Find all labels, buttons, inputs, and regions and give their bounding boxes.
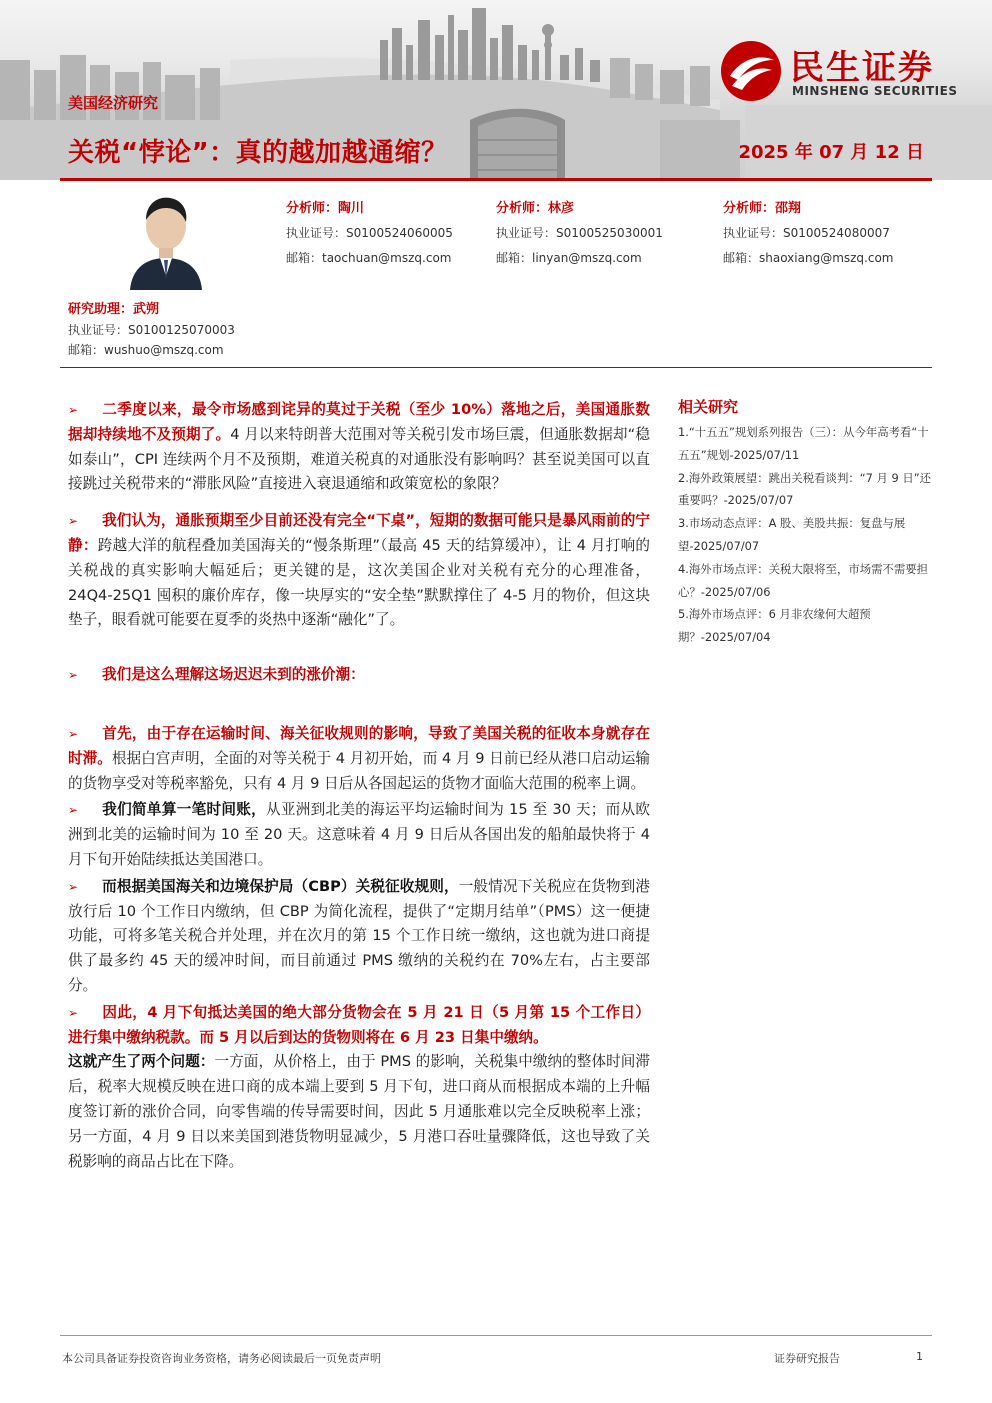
analyst-email[interactable]: 邮箱：shaoxiang@mszq.com [723,251,894,265]
related-research-item[interactable]: 1.“十五五”规划系列报告（三）：从今年高考看“十五五”规划-2025/07/11 [678,425,929,462]
footer-disclaimer: 本公司具备证券投资咨询业务资格，请务必阅读最后一页免责声明 [62,1352,381,1365]
analyst-photo [126,190,206,290]
related-research-item[interactable]: 5.海外市场点评：6 月非农缘何大超预期？-2025/07/04 [678,607,871,645]
footer-doc-type: 证券研究报告 [774,1352,840,1365]
analyst-cert: 执业证号：S0100525030001 [496,226,663,240]
paragraph-text: 从亚洲到北美的海运平均运输时间为 15 至 30 天；而从欧洲到北美的运输时间为 10 至 20 天。这意味着 4 月 9 日后从各国出发的船舶最快将于 4 月下旬开始陆续抵达美国港口。 [68,801,650,868]
related-research-item[interactable]: 3.市场动态点评：A 股、美股共振：复盘与展望-2025/07/07 [678,516,906,553]
logo-english-name: MINSHENG SECURITIES [792,84,958,98]
footer-divider [60,1335,932,1336]
bullet-arrow-icon: ➢ [68,803,79,818]
main-content [68,398,650,1174]
analyst-block-3 [723,196,894,271]
logo-chinese-name: 民生证券 [790,48,934,88]
company-logo [720,40,970,102]
paragraph-lead: 因此，4 月下旬抵达美国的绝大部分货物会在 5 月 21 日（5 月第 15 个工作日）进行集中缴纳税款。而 5 月以后到达的货物则将在 6 月 23 日集中缴纳。 [68,1003,650,1046]
paragraph-1 [68,398,650,497]
paragraph-text: 一方面，从价格上，由于 PMS 的影响，关税集中缴纳的整体时间滞后，税率大规模反映在进口商的成本端上要到 5 月下旬，进口商从而根据成本端的上升幅度签订新的涨价合同，向零售端的传导需要时间，因此 5 月通胀难以完全反映税率上涨；另一方面，4 月 9 日以来美国到港货物明显减少，5 月港口吞吐量骤降低，这也导致了关税影响的商品占比在下降。 [68,1053,650,1170]
paragraph-lead: 这就产生了两个问题： [68,1053,215,1071]
paragraph-text: 跨越大洋的航程叠加美国海关的“慢条斯理”（最高 45 天的结算缓冲），让 4 月打响的关税战的真实影响大幅延后；更关键的是，这次美国企业对关税有充分的心理准备，24Q4-25Q1 囤积的廉价库存，像一块厚实的“安全垫”默默撑住了 4-5 月的物价，但这块垫子，眼看就可能要在夏季的炎热中逐渐“融化”了。 [68,536,650,629]
paragraph-2 [68,509,650,633]
analyst-cert: 执业证号：S0100524080007 [723,226,890,240]
paragraph-lead: 我们是这么理解这场迟迟未到的涨价潮： [102,666,365,684]
paragraph-7 [68,1001,650,1051]
paragraph-6 [68,875,650,999]
report-title: 关税“悖论”：真的越加越通缩？ [68,138,448,168]
paragraph-text: 一般情况下关税应在货物到港放行后 10 个工作日内缴纳，但 CBP 为简化流程，提供了“定期月结单”（PMS）这一便捷功能，可将多笔关税合并处理，并在次月的第 15 个工作日统一缴纳，这也就为进口商提供了最多约 45 天的缓冲时间，而目前通过 PMS 缴纳的关税约在 70%左右，占主要部分。 [68,877,650,994]
assistant-email[interactable]: 邮箱：wushuo@mszq.com [68,343,224,357]
paragraph-lead: 我们认为，通胀预期至少目前还没有完全“下桌”，短期的数据可能只是暴风雨前的宁静： [68,512,650,554]
paragraph-4 [68,722,650,796]
section-divider [60,367,932,368]
paragraph-text: 根据白宫声明，全面的对等关税于 4 月初开始，而 4 月 9 日前已经从港口启动运输的货物享受对等税率豁免，只有 4 月 9 日后从各国起运的货物才面临大范围的税率上调。 [68,749,650,792]
bullet-arrow-icon: ➢ [68,514,79,529]
analyst-name: 分析师：邵翔 [723,201,802,216]
paragraph-text: 4 月以来特朗普大范围对等关税引发市场巨震，但通胀数据却“稳如泰山”，CPI 连续两个月不及预期，难道关税真的对通胀没有影响吗？甚至说美国可以直接跳过关税带来的“滞胀风险”直接进入衰退通缩和政策宽松的象限？ [68,425,650,493]
paragraph-5 [68,798,650,872]
related-research-sidebar [678,396,934,649]
analyst-email[interactable]: 邮箱：linyan@mszq.com [496,251,642,265]
analyst-block-2 [496,196,663,271]
header-divider [60,178,932,181]
bullet-arrow-icon: ➢ [68,403,79,417]
paragraph-lead: 我们简单算一笔时间账， [102,801,266,819]
paragraph-lead: 二季度以来，最令市场感到诧异的莫过于关税（至少 10%）落地之后，美国通胀数据却持续地不及预期了。 [68,401,650,443]
page-number: 1 [916,1350,923,1363]
analyst-block-1 [286,196,453,271]
analyst-name: 分析师：林彦 [496,201,575,216]
analyst-cert: 执业证号：S0100524060005 [286,226,453,240]
analyst-name: 分析师：陶川 [286,201,365,216]
sidebar-title: 相关研究 [678,398,739,416]
bullet-arrow-icon: ➢ [68,726,79,741]
related-research-list [678,421,934,649]
paragraph-lead: 而根据美国海关和边境保护局（CBP）关税征收规则， [102,877,459,895]
bullet-arrow-icon: ➢ [68,879,79,894]
minsheng-logo-icon [720,40,782,102]
analyst-email[interactable]: 邮箱：taochuan@mszq.com [286,251,452,265]
assistant-name: 研究助理：武朔 [68,302,160,317]
bullet-arrow-icon: ➢ [68,1005,79,1020]
assistant-cert: 执业证号：S0100125070003 [68,323,235,337]
paragraph-3 [68,663,650,688]
related-research-item[interactable]: 2.海外政策展望：跳出关税看谈判：“7 月 9 日”还重要吗？-2025/07/07 [678,470,932,508]
paragraph-8 [68,1050,650,1174]
research-assistant-block [68,300,235,360]
related-research-item[interactable]: 4.海外市场点评：关税大限将至，市场需不需要担心？-2025/07/06 [678,561,929,599]
report-date: 2025 年 07 月 12 日 [738,142,924,163]
report-category: 美国经济研究 [68,94,159,112]
bullet-arrow-icon: ➢ [68,668,79,683]
paragraph-lead: 首先，由于存在运输时间、海关征收规则的影响，导致了美国关税的征收本身就存在时滞。 [68,724,650,767]
